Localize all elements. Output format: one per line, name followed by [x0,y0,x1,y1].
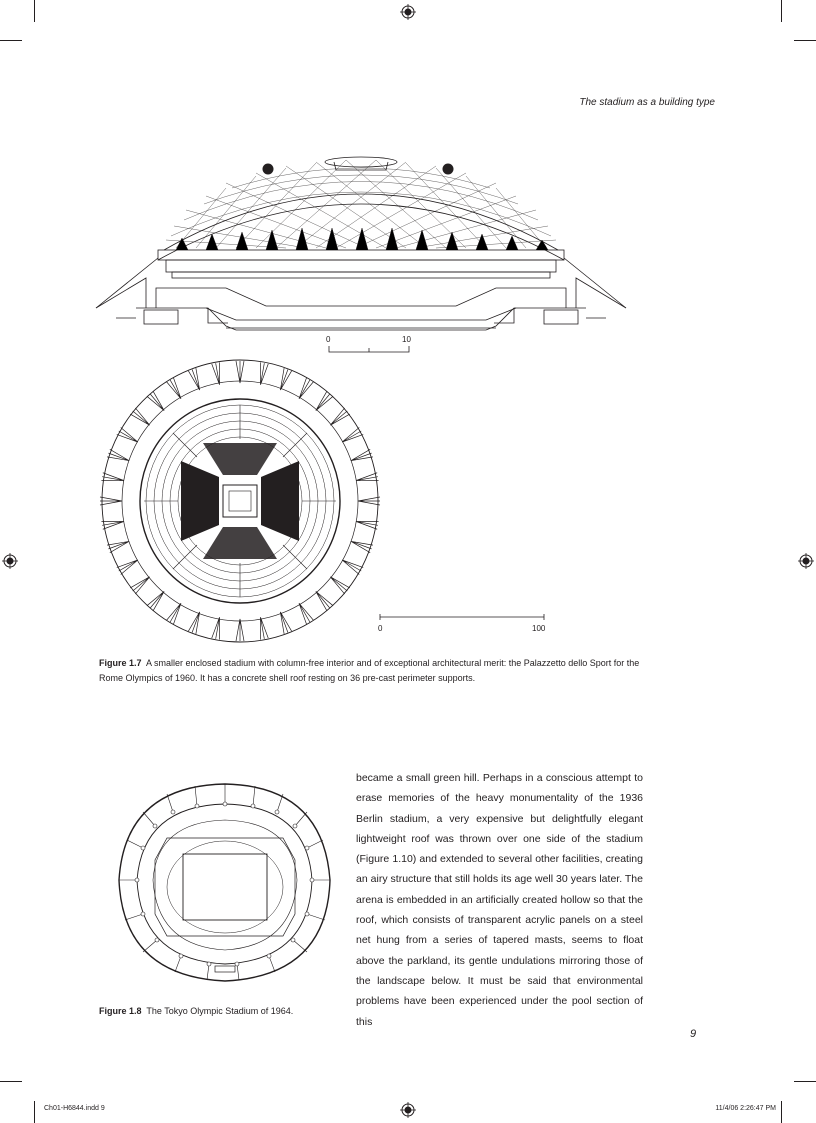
crop-mark [794,40,816,41]
page-number: 9 [690,1028,697,1040]
figure-1-8-label: Figure 1.8 [99,1006,142,1016]
body-text-column: became a small green hill. Perhaps in a conscious attempt to erase memories of the heavy monumentality of the 1936 Berlin stadium, a very expensive but delightfully elegant lightweight roof was thrown over one side of the stadium (Figure 1.10) and extended to several other facilities, creating an airy structure that still holds its age well 30 years later. The arena is embedded in an artificially created hollow so that the roof, which consists of transparent acrylic panels on a steel net hung from a series of tapered masts, seems to float above the parkland, its gentle undulations mirroring those of the landscape below. It must be said that environmental problems have been experienced under the pool section of this [356,772,643,1028]
crop-mark [781,1101,782,1123]
plan-scale-bar [376,612,548,622]
section-scale-start: 0 [326,335,331,344]
figure-1-7-caption [99,656,659,686]
figure-1-8-plan-drawing [115,780,335,985]
figure-1-7-caption-text: A smaller enclosed stadium with column-free interior and of exceptional architectural merit: the Palazzetto dello Sport for the Rome Olympics of 1960. It has a concrete shell roof resting on 36 pre-cast perimeter supports. [99,658,640,683]
crop-mark [794,1081,816,1082]
figure-1-7-section-drawing [96,148,636,344]
plan-scale-start: 0 [378,624,383,633]
slug-file-name: Ch01-H6844.indd 9 [44,1105,105,1112]
figure-1-8-caption [99,1004,339,1019]
figure-1-7-plan-drawing [99,357,381,645]
crop-mark [34,1101,35,1123]
registration-mark-icon [2,553,18,569]
figure-1-7-label: Figure 1.7 [99,658,142,668]
crop-mark [0,40,22,41]
slug-timestamp: 11/4/06 2:26:47 PM [715,1105,776,1112]
section-scale-bar [325,344,425,354]
section-scale-end: 10 [402,335,411,344]
running-header: The stadium as a building type [579,97,715,108]
crop-mark [781,0,782,22]
registration-mark-icon [400,4,416,20]
figure-1-8-caption-text: The Tokyo Olympic Stadium of 1964. [146,1006,294,1016]
crop-mark [34,0,35,22]
registration-mark-icon [798,553,814,569]
registration-mark-icon [400,1102,416,1118]
plan-scale-end: 100 [532,624,546,633]
crop-mark [0,1081,22,1082]
